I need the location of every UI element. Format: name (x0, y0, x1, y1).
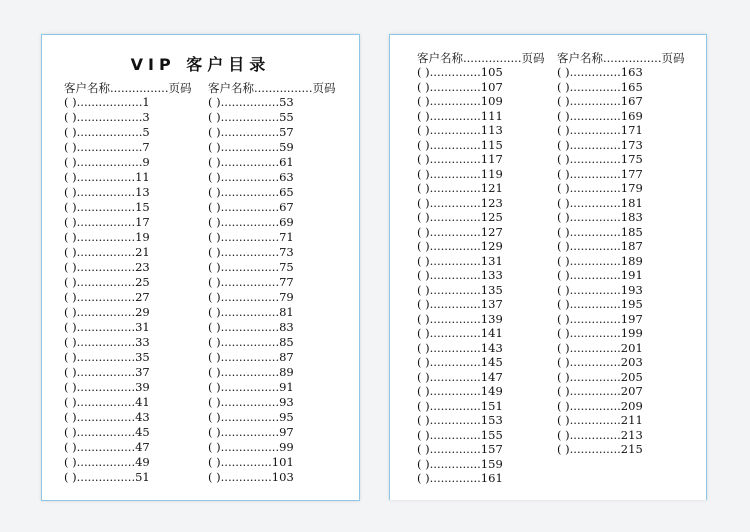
directory-entry: ( )..............147 (417, 369, 503, 384)
directory-entry: ( )..............173 (557, 137, 643, 152)
directory-entry: ( )..............165 (557, 79, 643, 94)
directory-entry: ( )..............121 (417, 181, 503, 195)
directory-entry: ( )..............167 (557, 94, 643, 108)
left-page-column-2 (208, 81, 336, 485)
column-header: 客户名称................页码 (208, 81, 336, 95)
directory-entry: ( )..............109 (417, 94, 503, 108)
entry-list (208, 95, 336, 485)
directory-entry: ( )................13 (64, 185, 150, 199)
directory-entry: ( )..............209 (557, 398, 643, 413)
right-page-column-1 (417, 51, 545, 486)
directory-entry: ( )................81 (208, 305, 294, 319)
directory-entry: ( )................85 (208, 335, 294, 349)
directory-entry: ( )................87 (208, 350, 294, 364)
directory-entry: ( )................21 (64, 245, 150, 259)
directory-entry: ( )..............119 (417, 166, 503, 181)
directory-entry: ( )..............117 (417, 152, 503, 166)
directory-entry: ( )..............191 (557, 268, 643, 282)
directory-entry: ( )................53 (208, 95, 294, 109)
directory-entry: ( )..............181 (557, 195, 643, 210)
left-page-column-1 (64, 81, 192, 485)
directory-entry: ( )..............207 (557, 384, 643, 398)
directory-entry: ( )..............105 (417, 65, 503, 79)
directory-entry: ( )................23 (64, 260, 150, 274)
directory-entry: ( )................19 (64, 230, 150, 244)
directory-entry: ( )..............185 (557, 224, 643, 239)
directory-entry: ( )..............171 (557, 123, 643, 137)
directory-entry: ( )..............215 (557, 442, 643, 456)
directory-entry: ( )................45 (64, 425, 150, 439)
directory-entry: ( )..............193 (557, 282, 643, 297)
directory-entry: ( )................35 (64, 350, 150, 364)
directory-entry: ( )................43 (64, 410, 150, 424)
directory-entry: ( )..............179 (557, 181, 643, 195)
directory-entry: ( )................73 (208, 245, 294, 259)
directory-entry: ( )................59 (208, 140, 294, 154)
directory-entry: ( )..............177 (557, 166, 643, 181)
directory-entry: ( )..............133 (417, 268, 503, 282)
directory-entry: ( )..............197 (557, 311, 643, 326)
directory-entry: ( )..............183 (557, 210, 643, 224)
directory-entry: ( )................95 (208, 410, 294, 424)
directory-entry: ( )..................5 (64, 125, 150, 139)
directory-entry: ( )................57 (208, 125, 294, 139)
directory-entry: ( )..............163 (557, 65, 643, 79)
directory-entry: ( )..............137 (417, 297, 503, 311)
directory-entry: ( )................37 (64, 365, 150, 379)
directory-entry: ( )................41 (64, 395, 150, 409)
directory-entry: ( )..............123 (417, 195, 503, 210)
directory-entry: ( )................71 (208, 230, 294, 244)
column-header: 客户名称................页码 (417, 51, 545, 65)
directory-entry: ( )................25 (64, 275, 150, 289)
directory-entry: ( )................91 (208, 380, 294, 394)
directory-entry: ( )..............195 (557, 297, 643, 311)
directory-entry: ( )..............141 (417, 326, 503, 340)
directory-entry: ( )..............203 (557, 355, 643, 369)
directory-entry: ( )................31 (64, 320, 150, 334)
directory-entry: ( )..............157 (417, 442, 503, 456)
directory-entry: ( )................79 (208, 290, 294, 304)
directory-entry: ( )..............129 (417, 239, 503, 253)
directory-entry: ( )..............149 (417, 384, 503, 398)
directory-entry: ( )..............151 (417, 398, 503, 413)
directory-entry: ( )................69 (208, 215, 294, 229)
directory-entry: ( )................77 (208, 275, 294, 289)
right-page-column-2 (557, 51, 685, 457)
directory-entry: ( )..............175 (557, 152, 643, 166)
directory-entry: ( )................33 (64, 335, 150, 349)
column-header: 客户名称................页码 (557, 51, 685, 65)
directory-entry: ( )................63 (208, 170, 294, 184)
entry-list (64, 95, 192, 485)
directory-entry: ( )................65 (208, 185, 294, 199)
directory-entry: ( )................11 (64, 170, 150, 184)
directory-entry: ( )..............153 (417, 413, 503, 427)
directory-entry: ( )..............103 (208, 470, 294, 484)
directory-entry: ( )..............115 (417, 137, 503, 152)
directory-entry: ( )..............211 (557, 413, 643, 427)
directory-entry: ( )................17 (64, 215, 150, 229)
directory-entry: ( )..................3 (64, 110, 150, 124)
directory-entry: ( )..................7 (64, 140, 150, 154)
entry-list (557, 65, 685, 457)
directory-entry: ( )................75 (208, 260, 294, 274)
directory-entry: ( )................93 (208, 395, 294, 409)
directory-entry: ( )..................9 (64, 155, 150, 169)
directory-entry: ( )..............169 (557, 108, 643, 123)
directory-entry: ( )................49 (64, 455, 150, 469)
entry-list (417, 65, 545, 486)
directory-entry: ( )..............213 (557, 427, 643, 442)
directory-entry: ( )..............189 (557, 253, 643, 268)
directory-entry: ( )..............143 (417, 340, 503, 355)
directory-entry: ( )..............187 (557, 239, 643, 253)
directory-entry: ( )..............135 (417, 282, 503, 297)
directory-entry: ( )................61 (208, 155, 294, 169)
directory-entry: ( )................47 (64, 440, 150, 454)
directory-entry: ( )................67 (208, 200, 294, 214)
directory-entry: ( )..................1 (64, 95, 150, 109)
directory-entry: ( )..............155 (417, 427, 503, 442)
directory-entry: ( )................29 (64, 305, 150, 319)
directory-entry: ( )..............161 (417, 471, 503, 485)
directory-entry: ( )................83 (208, 320, 294, 334)
directory-entry: ( )................89 (208, 365, 294, 379)
right-page (389, 34, 707, 500)
directory-entry: ( )..............199 (557, 326, 643, 340)
directory-entry: ( )..............125 (417, 210, 503, 224)
directory-entry: ( )................39 (64, 380, 150, 394)
directory-entry: ( )................15 (64, 200, 150, 214)
left-page (41, 34, 360, 501)
column-header: 客户名称................页码 (64, 81, 192, 95)
directory-entry: ( )................51 (64, 470, 150, 484)
directory-entry: ( )..............131 (417, 253, 503, 268)
directory-entry: ( )..............145 (417, 355, 503, 369)
directory-entry: ( )................97 (208, 425, 294, 439)
directory-entry: ( )..............205 (557, 369, 643, 384)
directory-entry: ( )................27 (64, 290, 150, 304)
directory-entry: ( )..............113 (417, 123, 503, 137)
directory-entry: ( )..............111 (417, 108, 503, 123)
directory-entry: ( )..............201 (557, 340, 643, 355)
page-title: VIP 客户目录 (130, 55, 271, 74)
directory-entry: ( )..............127 (417, 224, 503, 239)
directory-entry: ( )..............101 (208, 455, 294, 469)
directory-entry: ( )..............107 (417, 79, 503, 94)
directory-entry: ( )................99 (208, 440, 294, 454)
directory-entry: ( )..............159 (417, 456, 503, 471)
directory-entry: ( )..............139 (417, 311, 503, 326)
directory-entry: ( )................55 (208, 110, 294, 124)
